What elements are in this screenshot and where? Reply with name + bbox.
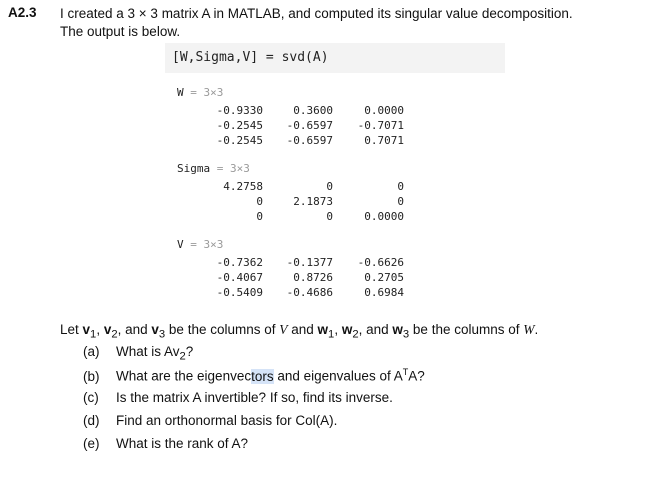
matrix-cell: 0 [326, 180, 333, 193]
part-a [83, 344, 193, 363]
matrix-header-1 [177, 162, 250, 175]
problem-number: A2.3 [8, 5, 37, 20]
part-text-2: and eigenvalues of A [273, 368, 403, 384]
matrix-name: V [177, 238, 184, 251]
part-text-3: A? [408, 368, 425, 384]
stmt-c: , and [117, 322, 152, 337]
matrix-size: = 3×3 [216, 162, 250, 175]
part-label: (a) [83, 344, 100, 359]
problem-intro [60, 5, 640, 41]
matrix-cell: 0.2705 [364, 271, 404, 284]
matrix-cell: -0.6597 [286, 134, 333, 147]
matrix-cell: 0 [256, 210, 263, 223]
matrix-cell: 0 [256, 195, 263, 208]
vec-w3: w [392, 322, 403, 337]
sub-1: 1 [90, 328, 97, 341]
part-label: (d) [83, 413, 100, 428]
matrix-cell: 0.0000 [364, 210, 404, 223]
matrix-cell: -0.7071 [357, 119, 404, 132]
matrix-cell: 0.0000 [364, 104, 404, 117]
stmt-h: be the columns of [409, 322, 524, 337]
matrix-cell: 0 [397, 195, 404, 208]
matrix-header-0 [177, 86, 223, 99]
part-tail: ? [185, 344, 194, 359]
matrix-cell: -0.6626 [357, 256, 404, 269]
part-text: What is the rank of A? [116, 436, 249, 451]
sub-2: 2 [111, 328, 118, 341]
vec-v2: v [103, 322, 112, 337]
matrix-size: = 3×3 [190, 86, 224, 99]
matrix-name: W [177, 86, 184, 99]
matrix-cell: 0.6984 [364, 286, 404, 299]
intro-line-2: The output is below. [60, 24, 181, 39]
columns-statement [60, 322, 538, 341]
part-e [83, 436, 248, 451]
matrix-cell: -0.4686 [286, 286, 333, 299]
matrix-cell: 0.7071 [364, 134, 404, 147]
matrix-cell: -0.5409 [216, 286, 263, 299]
matrix-cell: -0.7362 [216, 256, 263, 269]
vec-w1: w [317, 322, 329, 337]
matrix-cell: 4.2758 [223, 180, 263, 193]
transpose-sup: T [402, 367, 409, 377]
part-text: Is the matrix A invertible? If so, find its inverse. [116, 390, 393, 405]
matrix-W: W [523, 322, 535, 337]
stmt-d: be the columns of [165, 322, 280, 337]
part-c [83, 390, 393, 405]
matrix-V: V [279, 322, 288, 337]
matrix-cell: -0.2545 [216, 119, 263, 132]
matrix-cell: -0.1377 [286, 256, 333, 269]
intro-line-1: I created a 3 × 3 matrix A in MATLAB, and computed its singular value decomposition. [60, 6, 573, 21]
matrix-cell: 2.1873 [293, 195, 333, 208]
matrix-cell: -0.9330 [216, 104, 263, 117]
part-d [83, 413, 337, 428]
stmt-a: Let [60, 322, 83, 337]
matrix-cell: 0.3600 [293, 104, 333, 117]
part-text: What are the eigenvec [116, 368, 252, 384]
sub-w3: 3 [402, 328, 410, 341]
matrix-cell: 0.8726 [293, 271, 333, 284]
vec-w2: w [341, 322, 353, 337]
matrix-cell: 0 [326, 210, 333, 223]
matrix-name: Sigma [177, 162, 211, 175]
vec-v1: v [82, 322, 91, 337]
part-b [83, 367, 425, 384]
part-text: What is Av [116, 344, 180, 359]
part-sub: 2 [179, 350, 186, 363]
part-text: Find an orthonormal basis for Col(A). [116, 413, 338, 428]
text-selection[interactable]: tors [251, 368, 274, 384]
part-label: (c) [83, 390, 99, 405]
matrix-cell: 0 [397, 180, 404, 193]
matrix-cell: -0.2545 [216, 134, 263, 147]
sub-w1: 1 [328, 328, 335, 341]
part-label: (b) [83, 368, 100, 384]
matrix-header-2 [177, 238, 223, 251]
stmt-e: and [287, 322, 318, 337]
stmt-g: , and [358, 322, 393, 337]
part-label: (e) [83, 436, 100, 451]
vec-v3: v [151, 322, 159, 337]
sub-3: 3 [158, 328, 166, 341]
matrix-cell: -0.6597 [286, 119, 333, 132]
stmt-f: , [334, 322, 342, 337]
matrix-cell: -0.4067 [216, 271, 263, 284]
stmt-end: . [534, 322, 539, 337]
matlab-command: [W,Sigma,V] = svd(A) [165, 43, 505, 73]
stmt-b: , [96, 322, 104, 337]
matrix-size: = 3×3 [190, 238, 224, 251]
sub-w2: 2 [352, 328, 359, 341]
